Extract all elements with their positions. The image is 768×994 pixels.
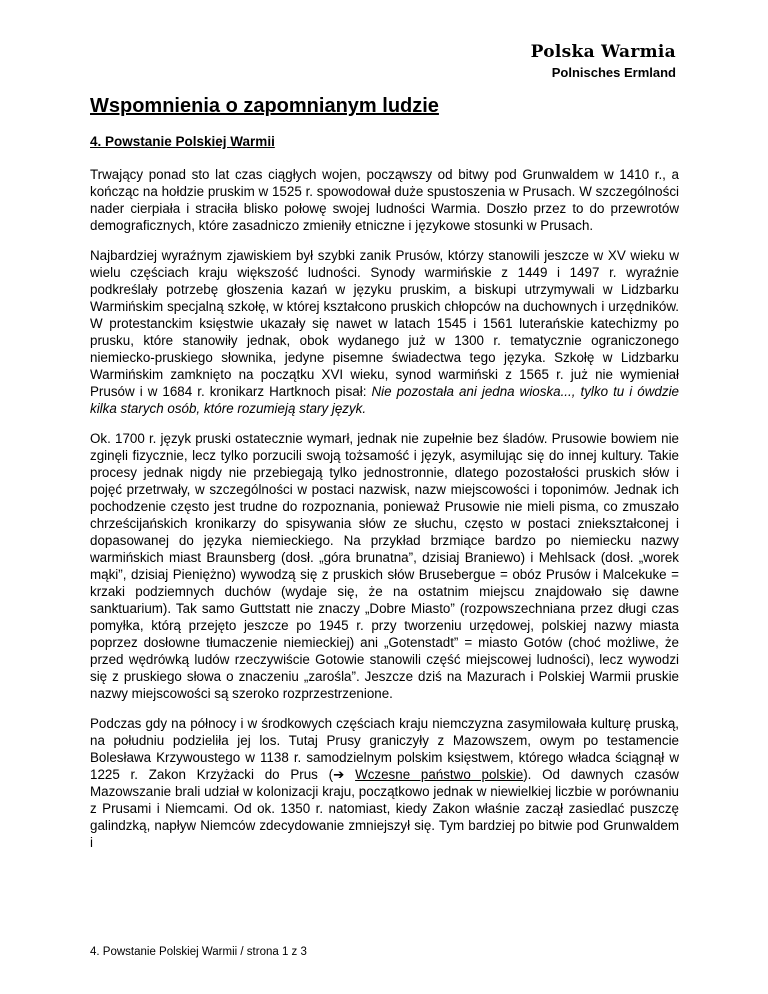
brand-subtitle: Polnisches Ermland (551, 65, 676, 80)
document-title: Wspomnienia o zapomnianym ludzie (90, 95, 439, 117)
arrow-right-icon: ➔ (333, 767, 345, 782)
paragraph-4 (90, 715, 679, 851)
paragraph-2 (90, 247, 679, 417)
section-title: 4. Powstanie Polskiej Warmii (90, 134, 275, 149)
cross-reference-link[interactable]: Wczesne państwo polskie (355, 767, 524, 782)
paragraph-4-text-before: Podczas gdy na północy i w środkowych częściach kraju niemczyzna zasymilowała kulturę pruską, na południu podzieliła jej los. Tutaj Prusy graniczyły z Mazowszem, owym po testamencie Bolesława Krzywoustego w 1138 r. samodzielnym polskim księstwem, którego władca ściągnął w 1225 r. Zakon Krzyżacki do Prus ( (90, 716, 679, 782)
paragraph-4-text-after: ). Od dawnych czasów Mazowszanie brali udział w kolonizacji kraju, początkowo jednak w niewielkiej liczbie w porównaniu z Prusami i Niemcami. Od ok. 1350 r. natomiast, kiedy Zakon właśnie zaczął zasiedlać puszczę galindzką, napływ Niemców zdecydowanie zmniejszył się. Tym bardziej po bitwie pod Grunwaldem i (90, 767, 679, 850)
paragraph-2-text: Najbardziej wyraźnym zjawiskiem był szybki zanik Prusów, którzy stanowili jeszcze w XV wieku w wielu częściach kraju większość ludności. Synody warmińskie z 1449 i 1497 r. wyraźnie podkreślały potrzebę głoszenia kazań w języku pruskim, a biskupi utrzymywali w Lidzbarku Warmińskim specjalną szkołę, w której kształcono pruskich chłopców na duchownych i urzędników. W protestanckim księstwie ukazały się nawet w latach 1545 i 1561 luterańskie katechizmy po prusku, które stanowiły jednak, obok wydanego już w 1300 r. tematycznie ograniczonego niemiecko-pruskiego słownika, jedyne pisemne świadectwa tego języka. Szkołę w Lidzbarku Warmińskim zamknięto na początku XVI wieku, synod warmiński z 1565 r. już nie wymieniał Prusów i w 1684 r. kronikarz Hartknoch pisał: (90, 248, 679, 399)
paragraph-3: Ok. 1700 r. język pruski ostatecznie wymarł, jednak nie zupełnie bez śladów. Prusowie bowiem nie zginęli fizycznie, lecz tylko porzucili swoją tożsamość i język, asymilując się do innej kultury. Takie procesy jednak nigdy nie przebiegają tylko jednostronnie, dlatego pozostałości pruskich słów i pojęć przetrwały, w szczególności w postaci nazwisk, nazw miejscowości i toponimów. Jednak ich pochodzenie często jest trudne do rozpoznania, ponieważ Prusowie nie mieli pisma, co zmuszało chrześcijańskich kronikarzy do spisywania słów ze słuchu, często w postaci zniekształconej i dopasowanej do języka niemieckiego. Na przykład brzmiące bardzo po niemiecku nazwy warmińskich miast Braunsberg (dosł. „góra brunatna”, dzisiaj Braniewo) i Mehlsack (dosł. „worek mąki”, dzisiaj Pieniężno) wywodzą się z pruskich słów Brusebergue = obóz Prusów i Malcekuke = krzaki podziemnych duchów (wydaje się, że na ostatnim miejscu znajdowało się dawne sanktuarium). Tak samo Guttstatt nie znaczy „Dobre Miasto” (rozpowszechniana przez długi czas pomyłka, którą przejęto jeszcze po 1945 r. przy tworzeniu urzędowej, polskiej nazwy miasta poprzez dosłowne tłumaczenie niemieckiej) ani „Gotenstadt” = miasto Gotów (choć możliwe, że przed wędrówką ludów rzeczywiście Gotowie stanowili część miejscowej ludności), lecz wywodzi się z pruskiego słowa o znaczeniu „zarośla”. Jeszcze dziś na Mazurach i Polskiej Warmii pruskie nazwy miejscowości są szeroko rozprzestrzenione. (90, 431, 679, 701)
page-footer: 4. Powstanie Polskiej Warmii / strona 1 z 3 (90, 946, 307, 958)
document-body (90, 166, 679, 864)
paragraph-1: Trwający ponad sto lat czas ciągłych wojen, począwszy od bitwy pod Grunwaldem w 1410 r., a kończąc na hołdzie pruskim w 1525 r. spowodował duże spustoszenia w Prusach. W szczególności nader cierpiała i straciła blisko połowę swojej ludności Warmia. Doszło przez to do przewrotów demograficznych, które zasadniczo zmieniły etniczne i językowe stosunki w Prusach. (90, 167, 679, 233)
chronicle-quote: Nie pozostała ani jedna wioska..., tylko tu i ówdzie kilka starych osób, które rozumieją stary język. (90, 384, 679, 416)
brand-title: Polska Warmia (530, 42, 676, 62)
brand-header (531, 42, 676, 81)
